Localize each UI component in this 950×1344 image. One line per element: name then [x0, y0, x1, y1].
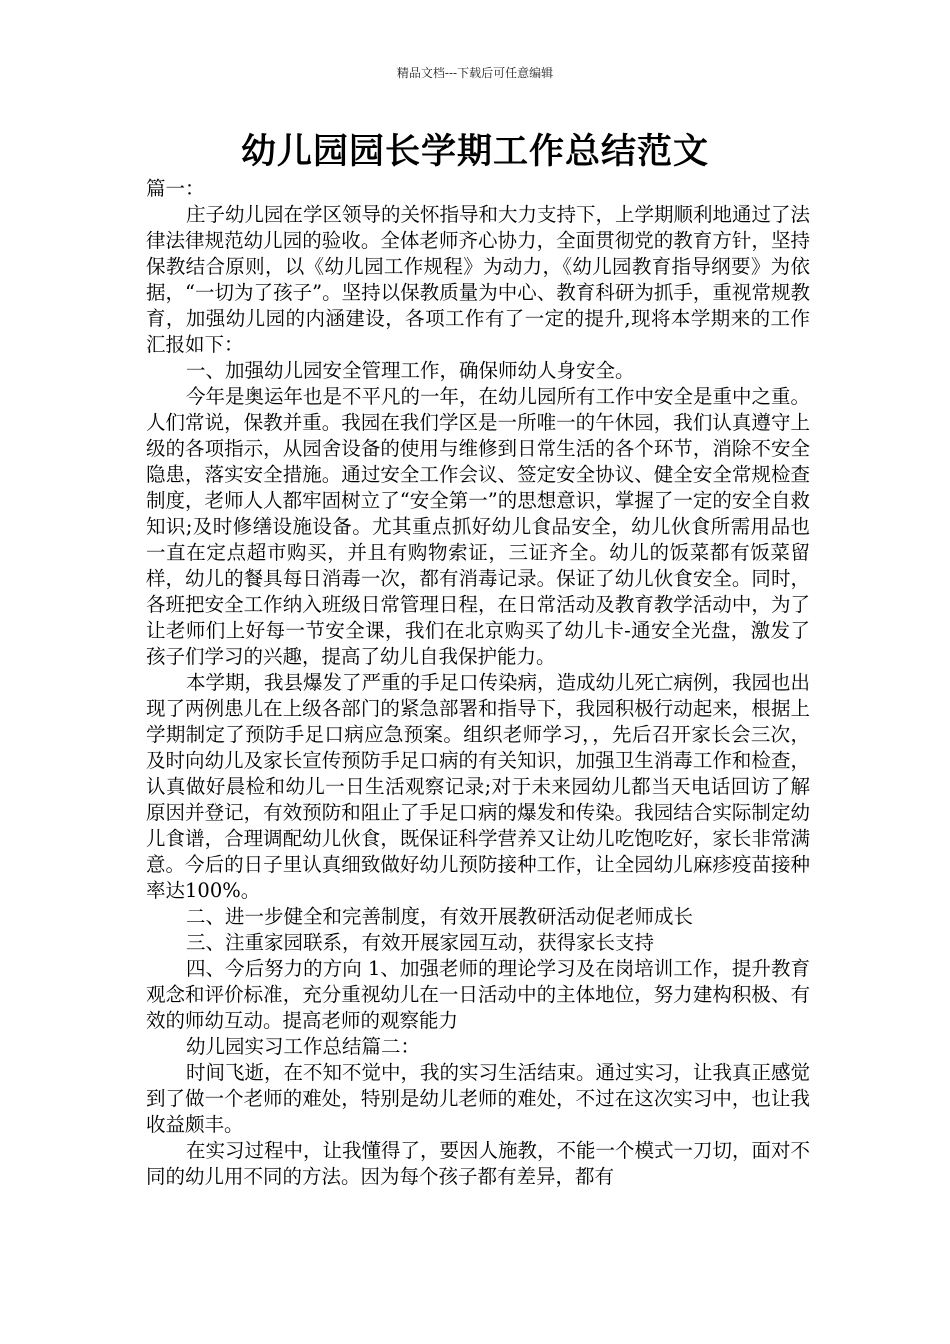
- body-paragraph: 四、今后努力的方向 1、加强老师的理论学习及在岗培训工作，提升教育观念和评价标准，充分重视幼儿在一日活动中的主体地位，努力建构积极、有效的师幼互动。提高老师的观察能力: [146, 957, 810, 1032]
- document-body: [146, 176, 810, 1190]
- body-paragraph: 三、注重家园联系，有效开展家园互动，获得家长支持: [186, 931, 655, 954]
- body-paragraph: 时间飞逝，在不知不觉中，我的实习生活结束。通过实习，让我真正感觉到了做一个老师的难处，特别是幼儿老师的难处，不过在这次实习中，也让我收益颇丰。: [146, 1061, 811, 1136]
- header-note: 精品文档---下载后可任意编辑: [396, 66, 554, 80]
- body-paragraph: 二、进一步健全和完善制度，有效开展教研活动促老师成长: [186, 905, 694, 928]
- body-paragraph: 幼儿园实习工作总结篇二：: [186, 1035, 421, 1058]
- body-paragraph: 今年是奥运年也是不平凡的一年，在幼儿园所有工作中安全是重中之重。人们常说，保教并重。我园在我们学区是一所唯一的午休园，我们认真遵守上级的各项指示，从园舍设备的使用与维修到日常生活的各个环节，消除不安全隐患，落实安全措施。通过安全工作会议、签定安全协议、健全安全常规检查制度，老师人人都牢固树立了“安全第一”的思想意识，掌握了一定的安全自救知识;及时修缮设施设备。尤其重点抓好幼儿食品安全，幼儿伙食所需用品也一直在定点超市购买，并且有购物索证，三证齐全。幼儿的饭菜都有饭菜留样，幼儿的餐具每日消毒一次，都有消毒记录。保证了幼儿伙食安全。同时，各班把安全工作纳入班级日常管理日程，在日常活动及教育教学活动中，为了让老师们上好每一节安全课，我们在北京购买了幼儿卡-通安全光盘，激发了孩子们学习的兴趣，提高了幼儿自我保护能力。: [146, 385, 811, 668]
- body-paragraph: 篇一：: [146, 177, 205, 200]
- body-paragraph: 一、加强幼儿园安全管理工作，确保师幼人身安全。: [186, 359, 635, 382]
- body-paragraph: 庄子幼儿园在学区领导的关怀指导和大力支持下，上学期顺利地通过了法律法律规范幼儿园的验收。全体老师齐心协力，全面贯彻党的教育方针，坚持保教结合原则，以《幼儿园工作规程》为动力，《幼儿园教育指导纲要》为依据，“一切为了孩子”。坚持以保教质量为中心、教育科研为抓手，重视常规教育，加强幼儿园的内涵建设，各项工作有了一定的提升,现将本学期来的工作汇报如下：: [146, 203, 811, 356]
- body-paragraph: 本学期，我县爆发了严重的手足口传染病，造成幼儿死亡病例，我园也出现了两例患儿在上级各部门的紧急部署和指导下，我园积极行动起来，根据上学期制定了预防手足口病应急预案。组织老师学习，，先后召开家长会三次，及时向幼儿及家长宣传预防手足口病的有关知识，加强卫生消毒工作和检查，认真做好晨检和幼儿一日生活观察记录;对于未来园幼儿都当天电话回访了解原因并登记，有效预防和阻止了手足口病的爆发和传染。我园结合实际制定幼儿食谱，合理调配幼儿伙食，既保证科学营养又让幼儿吃饱吃好，家长非常满意。今后的日子里认真细致做好幼儿预防接种工作，让全园幼儿麻疹疫苗接种率达100%。: [146, 671, 811, 902]
- body-paragraph: 在实习过程中，让我懂得了，要因人施教，不能一个模式一刀切，面对不同的幼儿用不同的方法。因为每个孩子都有差异，都有: [146, 1139, 811, 1188]
- document-title: 幼儿园园长学期工作总结范文: [240, 132, 709, 172]
